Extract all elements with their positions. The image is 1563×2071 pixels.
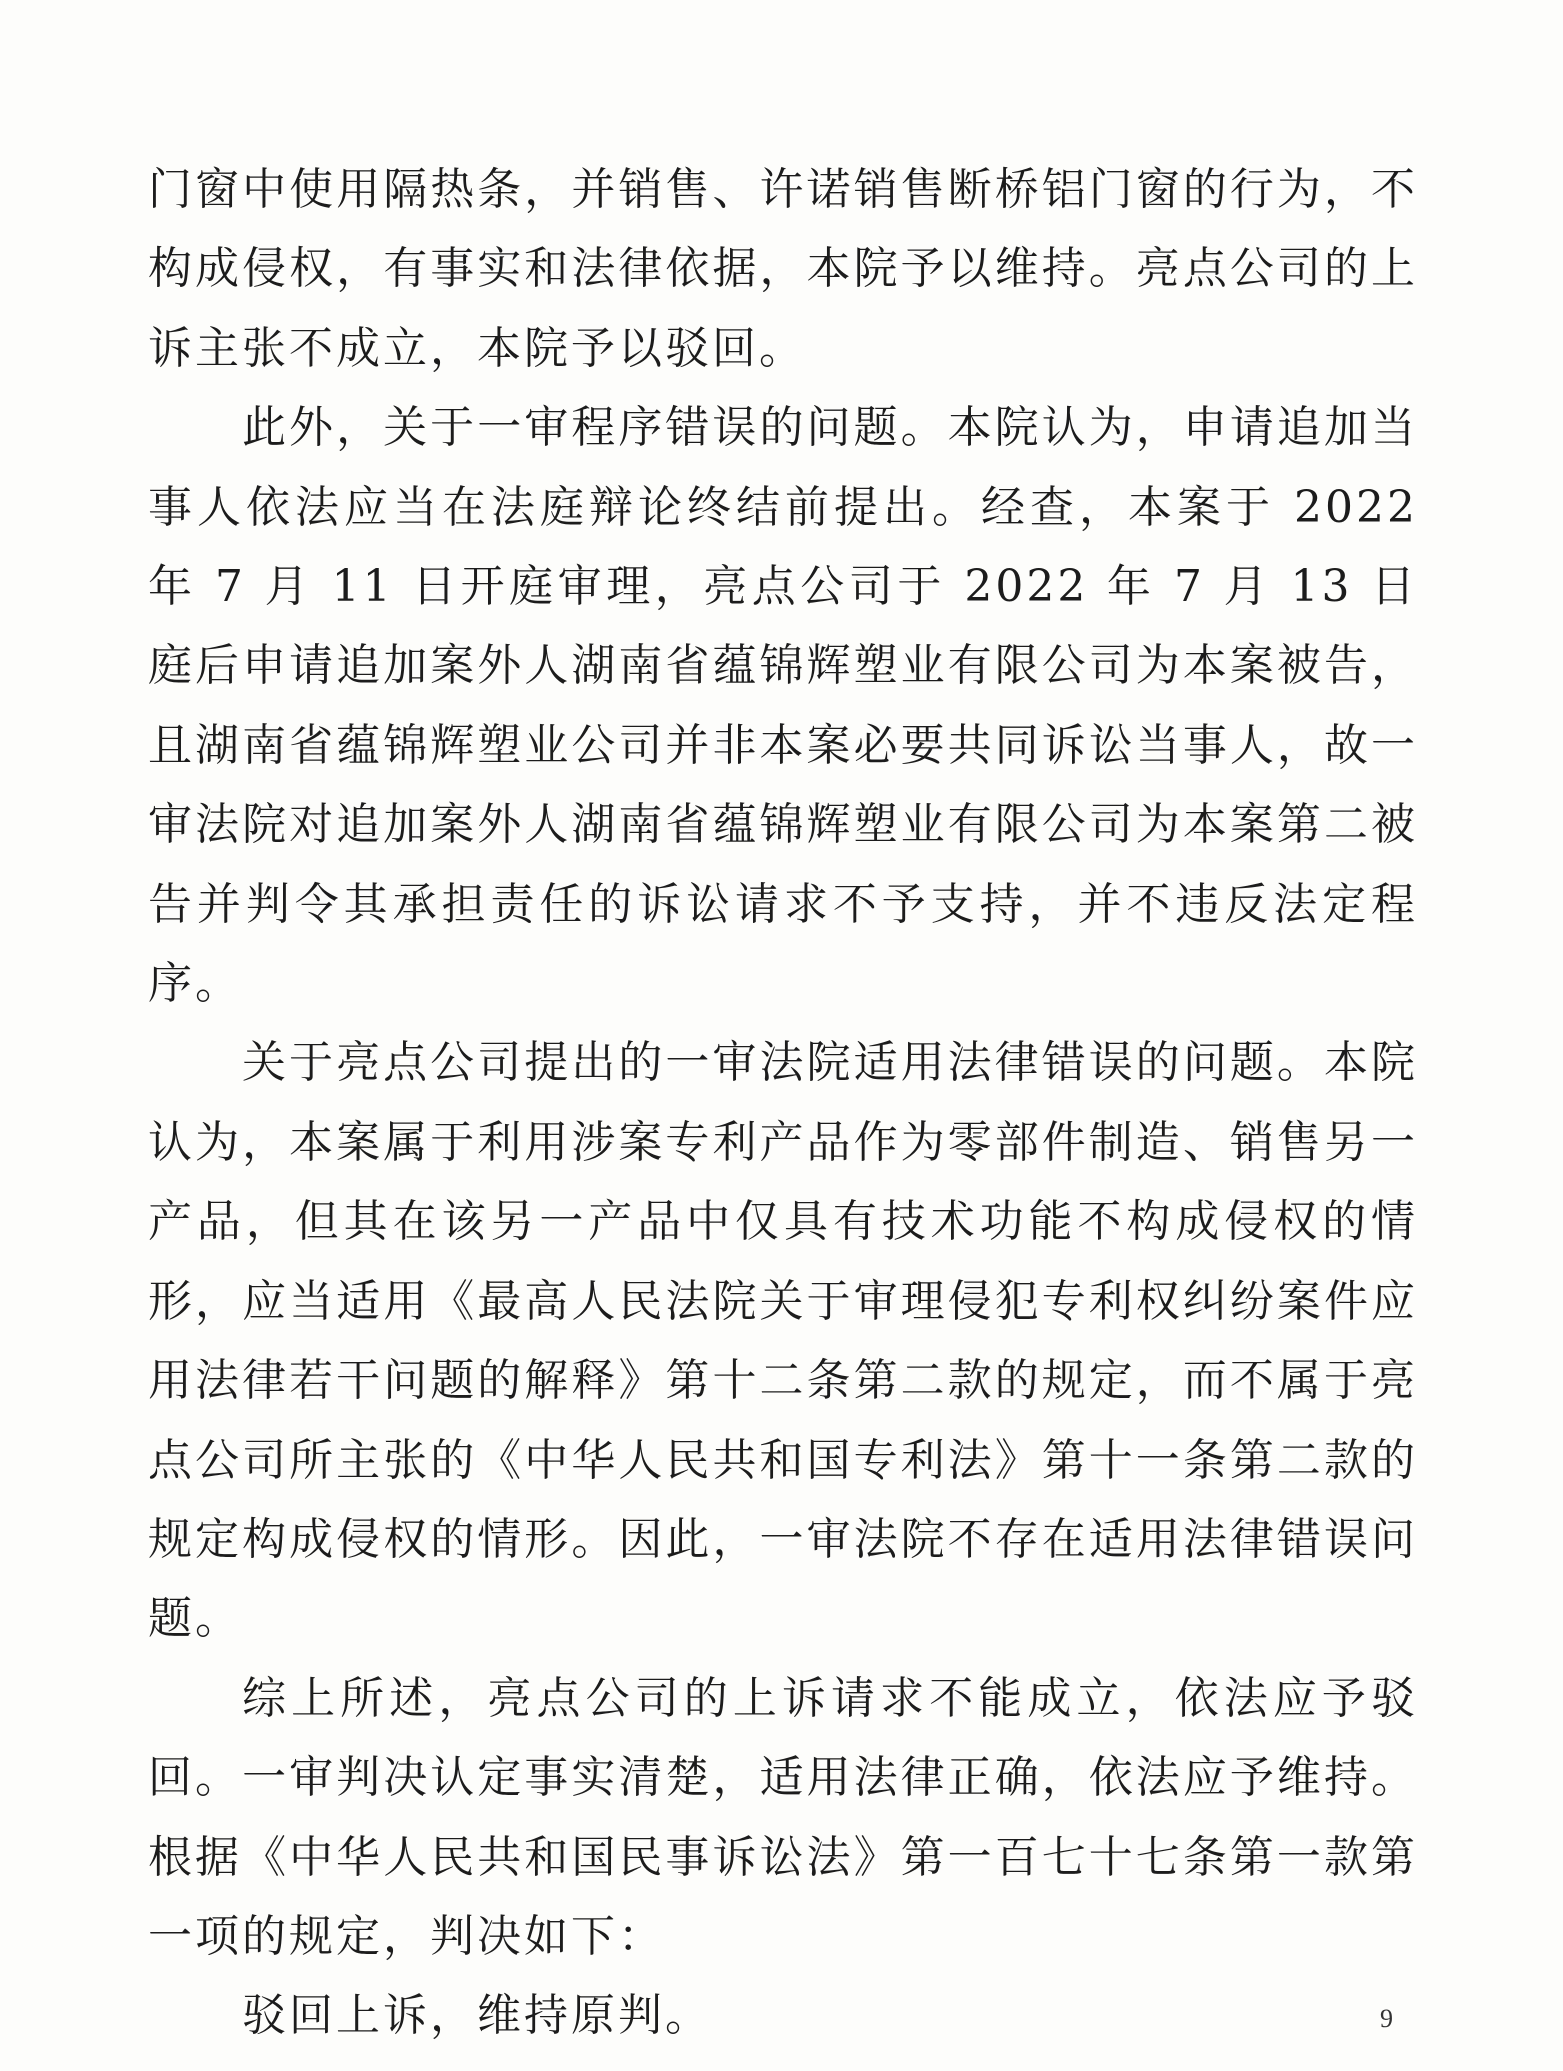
paragraph-ruling: 驳回上诉，维持原判。 (242, 1990, 712, 2042)
paragraph-procedure-error: 此外，关于一审程序错误的问题。本院认为，申请追加当事人依法应当在法庭辩论终结前提出。经查，本案于 2022 年 7 月 11 日开庭审理，亮点公司于 2022 年 7 月 13 日庭后申请追加案外人湖南省蕴锦辉塑业有限公司为本案被告，且湖南省蕴锦辉塑业公司并非本案必要共同诉讼当事人，故一审法院对追加案外人湖南省蕴锦辉塑业有限公司为本案第二被告并判令其承担责任的诉讼请求不予支持，并不违反法定程序。 (148, 402, 1418, 1010)
judgment-body (148, 150, 1418, 2056)
paragraph-law-application: 关于亮点公司提出的一审法院适用法律错误的问题。本院认为，本案属于利用涉案专利产品作为零部件制造、销售另一产品，但其在该另一产品中仅具有技术功能不构成侵权的情形，应当适用《最高人民法院关于审理侵犯专利权纠纷案件应用法律若干问题的解释》第十二条第二款的规定，而不属于亮点公司所主张的《中华人民共和国专利法》第十一条第二款的规定构成侵权的情形。因此，一审法院不存在适用法律错误问题。 (148, 1037, 1418, 1645)
paragraph-conclusion: 综上所述，亮点公司的上诉请求不能成立，依法应予驳回。一审判决认定事实清楚，适用法律正确，依法应予维持。根据《中华人民共和国民事诉讼法》第一百七十七条第一款第一项的规定，判决如下： (148, 1672, 1418, 1962)
paragraph-continuation: 门窗中使用隔热条，并销售、许诺销售断桥铝门窗的行为，不构成侵权，有事实和法律依据，本院予以维持。亮点公司的上诉主张不成立，本院予以驳回。 (148, 164, 1418, 374)
page-number: 9 (1380, 2004, 1393, 2033)
